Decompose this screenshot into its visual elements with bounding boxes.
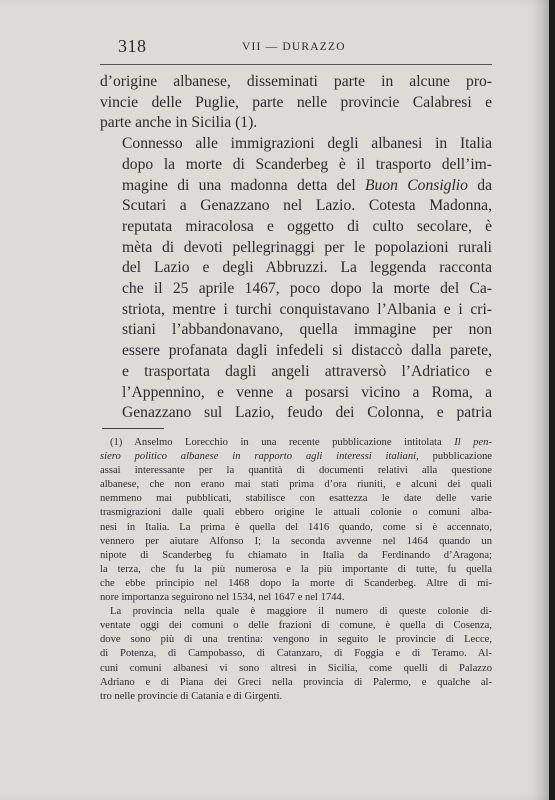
text-line: dopo la morte di Scanderbeg è il trasporto dell’im- [122, 155, 492, 173]
footnote-line: nipote di Scanderbeg fu chiamato in Italia da Ferdinando d’Aragona; [100, 549, 492, 561]
text-line [100, 176, 492, 197]
footnote-line: albanese, che non erano mai stati prima d’ora riuniti, e alcuni dei quali [100, 479, 492, 491]
italic-title: Buon Consiglio [365, 176, 468, 194]
footnote-line: trasmigrazioni dalle quali ebbero origine le attuali colonie o comuni alba- [100, 507, 492, 519]
text-line: striota, mentre i turchi conquistavano l’Albania e i cri- [122, 300, 492, 318]
footnote-line: cuni comuni albanesi vi sono altresì in Sicilia, come quelli di Palazzo [100, 662, 492, 674]
footnote-line: nore importanza seguirono nel 1534, nel 1647 e nel 1744. [100, 592, 345, 604]
main-text [100, 72, 492, 424]
footnote-line: nemmeno mai pubblicati, stabilisce con esattezza le date delle varie [100, 493, 492, 505]
text-line: Genazzano sul Lazio, feudo dei Colonna, e patria [122, 404, 492, 422]
text-segment: pubblicazione [432, 451, 492, 463]
italic-title: siero politico albanese in rapporto agli interessi italiani, [100, 451, 419, 463]
footnote-line: tro nelle provincie di Catania e di Girgenti. [100, 690, 283, 702]
footnote-line: vennero per aiutare Alfonso I; la seconda avvenne nel 1464 quando un [100, 535, 492, 547]
text-line: stiani l’abbandonavano, quella immagine per non [122, 321, 492, 339]
text-line: d’origine albanese, disseminati parte in alcune pro- [100, 73, 492, 90]
footnote-line: la terza, che fu la più numerosa e la più importante di tutte, fu quella [100, 563, 492, 575]
footnote-line: nesi in Italia. La prima è quella del 1416 quando, come si è accennato, [100, 521, 492, 533]
page-number: 318 [118, 36, 147, 56]
footnote-1 [100, 436, 492, 605]
text-line: che il 25 aprile 1467, poco dopo la morte del Ca- [122, 280, 492, 298]
text-line: parte anche in Sicilia (1). [100, 114, 258, 132]
text-segment: magine di una madonna detta del [122, 176, 356, 194]
page-edge-shadow [549, 0, 555, 800]
footnote-line: di Potenza, di Campobasso, di Catanzaro, di Foggia e di Teramo. Al- [100, 648, 492, 660]
text-line: e trasportata dagli angeli attraversò l’Adriatico e [122, 362, 492, 380]
footnotes [100, 436, 492, 704]
footnote-rule [102, 428, 164, 429]
text-line: reputata miracolosa e oggetto di culto secolare, è [122, 217, 492, 235]
paragraph-1 [100, 72, 492, 134]
paragraph-2 [100, 134, 492, 424]
text-line: Scutari a Genazzano nel Lazio. Cotesta Madonna, [122, 197, 492, 215]
footnote-2 [100, 605, 492, 704]
text-line: l’Appennino, e venne a posarsi vicino a Roma, a [122, 383, 492, 401]
footnote-line: assai interessante per la quantità di documenti relativi alla questione [100, 465, 492, 477]
text-line: mèta di devoti pellegrinaggi per le popolazioni rurali [122, 238, 492, 256]
footnote-line: La provincia nella quale è maggiore il numero di queste colonie di- [110, 606, 492, 618]
text-segment: da [477, 176, 492, 194]
footnote-line [100, 450, 492, 464]
text-segment: (1) Anselmo Lorecchio in una recente pubblicazione intitolata [110, 437, 442, 448]
text-line: essere profanata dagli infedeli si distaccò dalla parete, [122, 342, 492, 360]
footnote-line: che ebbe principio nel 1468 dopo la morte di Scanderbeg. Altre di mi- [100, 577, 492, 589]
footnote-line: dove sono più di una trentina: vengono in seguito le provincie di Lecce, [100, 634, 492, 646]
italic-title: Il pen- [454, 437, 493, 448]
text-line: del Lazio e degli Abbruzzi. La leggenda racconta [122, 259, 492, 277]
running-head: VII — DURAZZO [242, 41, 346, 53]
footnote-line: Adriano e di Piana dei Greci nella provincia di Palermo, e qualche al- [100, 676, 492, 688]
page-header [118, 36, 490, 60]
text-line: Connesso alle immigrazioni degli albanesi in Italia [122, 135, 492, 153]
footnote-line: ventate oggi dei comuni o delle frazioni di comune, è quella di Cosenza, [100, 620, 492, 632]
footnote-line [100, 436, 492, 450]
header-rule [100, 64, 492, 65]
text-line: vincie delle Puglie, parte nelle provincie Calabresi e [100, 93, 492, 111]
